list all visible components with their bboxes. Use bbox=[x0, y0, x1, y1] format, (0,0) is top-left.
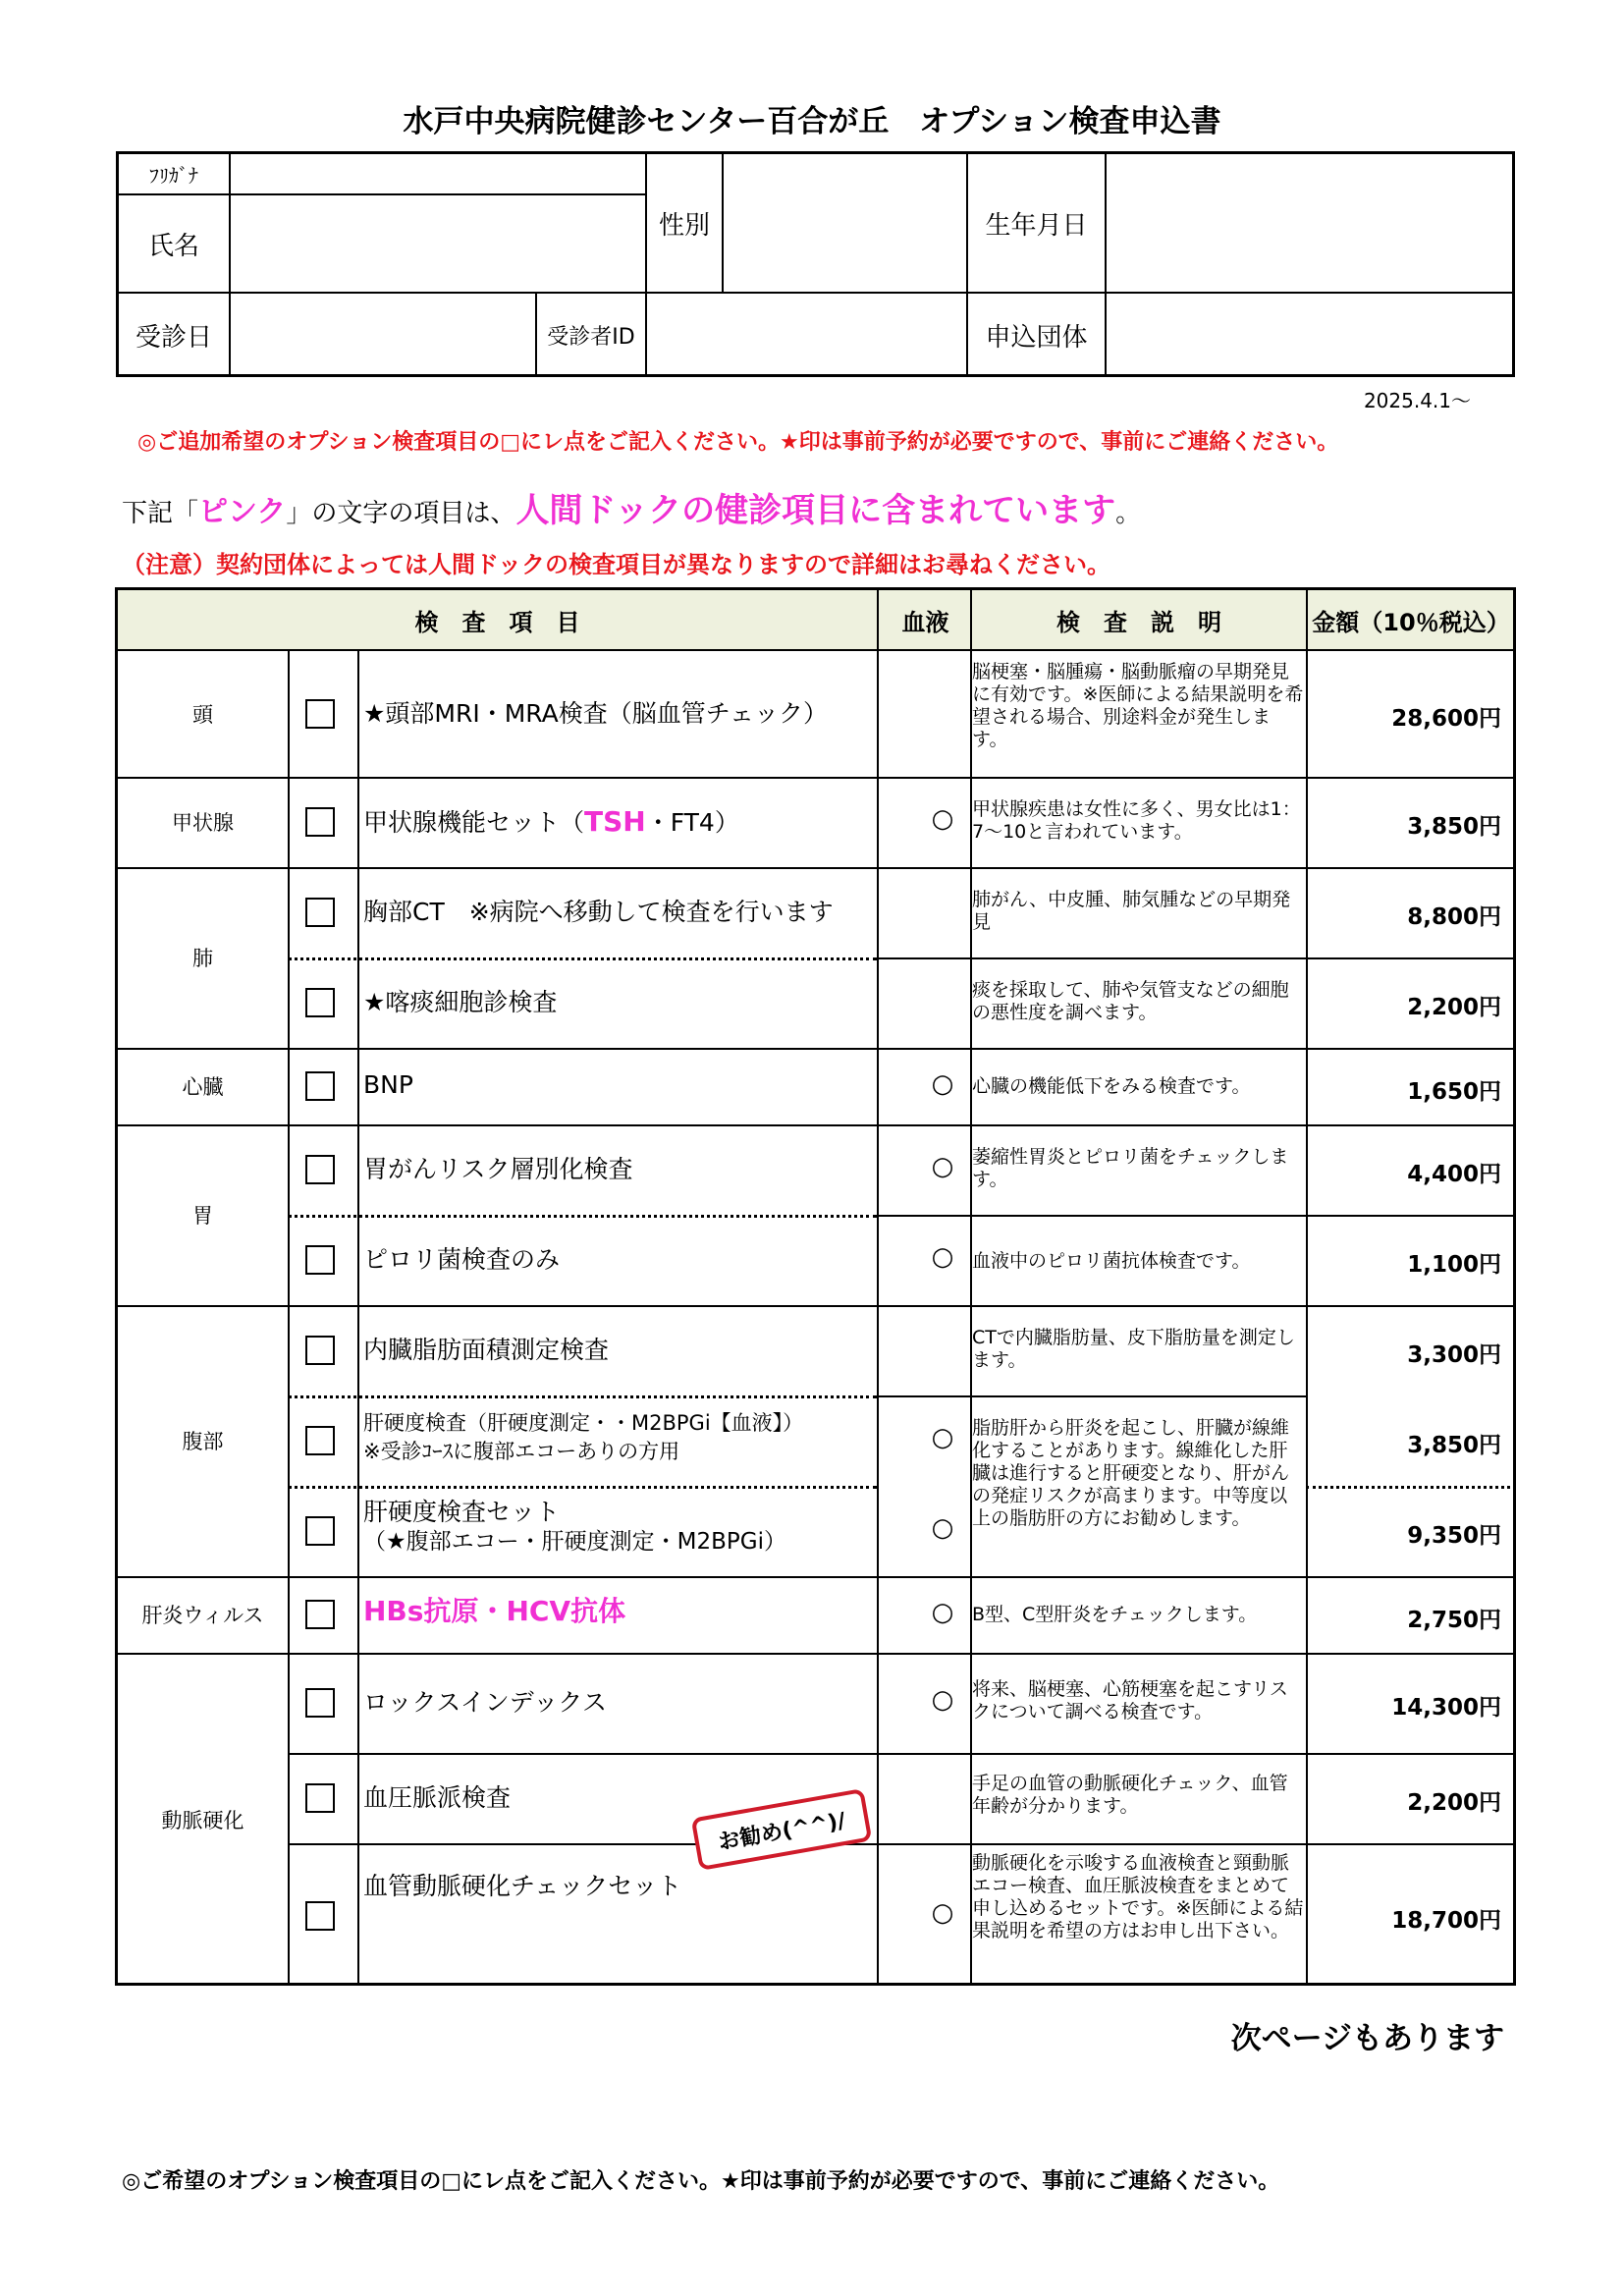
desc-chest-ct: 肺がん、中皮腫、肺気腫などの早期発見 bbox=[972, 889, 1291, 933]
header-desc: 検 査 説 明 bbox=[1056, 608, 1221, 636]
name-field[interactable] bbox=[231, 195, 643, 290]
item-thyroid-b: ・FT4） bbox=[645, 808, 739, 837]
pink-note bbox=[122, 483, 1141, 531]
price-head-mri: 28,600円 bbox=[1391, 706, 1501, 732]
gender-label: 性別 bbox=[658, 210, 710, 241]
desc-bnp: 心臓の機能低下をみる検査です。 bbox=[972, 1075, 1251, 1097]
category-hepatitis: 肝炎ウィルス bbox=[141, 1604, 264, 1627]
instruction-note: ◎ご追加希望のオプション検査項目の□にレ点をご記入ください。★印は事前予約が必要ですので、事前にご連絡ください。 bbox=[137, 430, 1339, 455]
item-visceral-fat: 内臓脂肪面積測定検査 bbox=[363, 1336, 610, 1364]
blood-bnp: ○ bbox=[931, 1069, 954, 1099]
blood-hepatitis: ○ bbox=[931, 1598, 954, 1627]
price-lox-index: 14,300円 bbox=[1391, 1695, 1501, 1721]
item-hepatitis: HBs抗原・HCV抗体 bbox=[363, 1595, 626, 1627]
organization-field[interactable] bbox=[1107, 294, 1514, 377]
checkbox-hepatitis[interactable] bbox=[305, 1600, 335, 1629]
checkbox-pulse-wave[interactable] bbox=[305, 1783, 335, 1813]
price-liver-set: 9,350円 bbox=[1407, 1523, 1501, 1549]
header-item: 検 査 項 目 bbox=[414, 608, 580, 636]
item-vascular-set: 血管動脈硬化チェックセット bbox=[363, 1872, 682, 1900]
gender-field[interactable] bbox=[724, 154, 965, 290]
price-gastric-risk: 4,400円 bbox=[1407, 1162, 1501, 1187]
organization-label: 申込団体 bbox=[985, 323, 1088, 353]
checkbox-bnp[interactable] bbox=[305, 1071, 335, 1101]
category-lung: 肺 bbox=[192, 947, 213, 970]
desc-thyroid: 甲状腺疾患は女性に多く、男女比は1：7～10と言われています。 bbox=[972, 798, 1301, 843]
pink-note-mid: 」の文字の項目は、 bbox=[286, 499, 516, 528]
item-liver-set-line2: （★腹部エコー・肝硬度測定・M2BPGi） bbox=[363, 1529, 786, 1555]
blood-lox-index: ○ bbox=[931, 1685, 954, 1715]
caution-note: （注意）契約団体によっては人間ドックの検査項目が異なりますので詳細はお尋ねください。 bbox=[122, 551, 1111, 578]
checkbox-head-mri[interactable] bbox=[305, 699, 335, 729]
blood-liver-set: ○ bbox=[931, 1513, 954, 1543]
birthdate-label: 生年月日 bbox=[985, 210, 1088, 241]
item-liver-set bbox=[363, 1498, 786, 1557]
desc-head-mri: 脳梗塞・脳腫瘍・脳動脈瘤の早期発見に有効です。※医師による結果説明を希望される場合、別途料金が発生します。 bbox=[972, 661, 1304, 750]
item-liver-stiffness bbox=[363, 1409, 803, 1466]
price-sputum: 2,200円 bbox=[1407, 995, 1501, 1020]
checkbox-liver-stiffness[interactable] bbox=[305, 1426, 335, 1455]
desc-gastric-risk: 萎縮性胃炎とピロリ菌をチェックします。 bbox=[972, 1146, 1289, 1190]
visit-date-label: 受診日 bbox=[135, 323, 212, 353]
price-bnp: 1,650円 bbox=[1407, 1079, 1501, 1105]
item-pulse-wave: 血圧脈派検査 bbox=[363, 1783, 512, 1812]
category-abdomen: 腹部 bbox=[182, 1430, 224, 1453]
desc-liver: 脂肪肝から肝炎を起こし、肝臓が線維化することがあります。線維化した肝臓は進行すると肝硬変となり、肝がんの発症リスクが高まります。中等度以上の脂肪肝の方にお勧めします。 bbox=[972, 1417, 1290, 1529]
category-head: 頭 bbox=[192, 703, 213, 727]
blood-liver-stiffness: ○ bbox=[931, 1423, 954, 1452]
pink-note-suffix: 。 bbox=[1115, 499, 1142, 528]
desc-pulse-wave: 手足の血管の動脈硬化チェック、血管年齢が分かります。 bbox=[972, 1773, 1288, 1817]
item-bnp: BNP bbox=[363, 1070, 413, 1099]
revision-date: 2025.4.1～ bbox=[1363, 389, 1471, 412]
checkbox-thyroid[interactable] bbox=[305, 807, 335, 837]
item-liver-stiffness-line1: 肝硬度検査（肝硬度測定・・M2BPGi【血液】） bbox=[363, 1411, 804, 1435]
pink-word: ピンク bbox=[198, 495, 287, 529]
price-pulse-wave: 2,200円 bbox=[1407, 1790, 1501, 1816]
applicant-form bbox=[116, 151, 1515, 377]
footer-note: ◎ご希望のオプション検査項目の□にレ点をご記入ください。★印は事前予約が必要ですので、事前にご連絡ください。 bbox=[122, 2169, 1280, 2194]
item-head-mri: ★頭部MRI・MRA検査（脳血管チェック） bbox=[363, 699, 829, 728]
price-hepatitis: 2,750円 bbox=[1407, 1608, 1501, 1633]
category-heart: 心臓 bbox=[182, 1075, 224, 1099]
checkbox-sputum[interactable] bbox=[305, 988, 335, 1017]
blood-gastric-risk: ○ bbox=[931, 1152, 954, 1181]
table-header bbox=[118, 590, 1513, 651]
category-stomach: 胃 bbox=[192, 1204, 213, 1228]
item-chest-ct: 胸部CT ※病院へ移動して検査を行います bbox=[363, 898, 834, 926]
price-thyroid: 3,850円 bbox=[1407, 814, 1501, 840]
checkbox-vascular-set[interactable] bbox=[305, 1901, 335, 1931]
header-price: 金額（10％税込） bbox=[1312, 608, 1510, 636]
item-sputum: ★喀痰細胞診検査 bbox=[363, 988, 558, 1016]
item-lox-index: ロックスインデックス bbox=[363, 1688, 608, 1717]
item-pylori: ピロリ菌検査のみ bbox=[363, 1245, 561, 1274]
blood-vascular-set: ○ bbox=[931, 1898, 954, 1928]
price-vascular-set: 18,700円 bbox=[1391, 1908, 1501, 1934]
recommend-badge: お勧め(^^)/ bbox=[691, 1788, 873, 1871]
item-gastric-risk: 胃がんリスク層別化検査 bbox=[363, 1155, 633, 1183]
item-thyroid bbox=[363, 806, 739, 839]
page-title: 水戸中央病院健診センター百合が丘 オプション検査申込書 bbox=[403, 104, 1221, 139]
checkbox-chest-ct[interactable] bbox=[305, 898, 335, 927]
desc-visceral-fat: CTで内臓脂肪量、皮下脂肪量を測定します。 bbox=[972, 1327, 1295, 1371]
desc-vascular-set: 動脈硬化を示唆する血液検査と頸動脈エコー検査、血圧脈波検査をまとめて申し込めるセットです。※医師による結果説明を希望の方はお申し出下さい。 bbox=[972, 1852, 1304, 1941]
price-visceral-fat: 3,300円 bbox=[1407, 1342, 1501, 1368]
price-pylori: 1,100円 bbox=[1407, 1252, 1501, 1278]
patient-id-label: 受診者ID bbox=[547, 325, 635, 350]
desc-lox-index: 将来、脳梗塞、心筋梗塞を起こすリスクについて調べる検査です。 bbox=[972, 1678, 1288, 1722]
desc-pylori: 血液中のピロリ菌抗体検査です。 bbox=[972, 1250, 1251, 1272]
checkbox-visceral-fat[interactable] bbox=[305, 1336, 335, 1365]
category-thyroid: 甲状腺 bbox=[172, 811, 234, 835]
desc-hepatitis: B型、C型肝炎をチェックします。 bbox=[972, 1604, 1258, 1625]
furigana-label: ﾌﾘｶﾞﾅ bbox=[149, 163, 198, 188]
item-liver-stiffness-line2: ※受診ｺｰｽに腹部エコーありの方用 bbox=[363, 1440, 680, 1463]
item-liver-set-line1: 肝硬度検査セット bbox=[363, 1498, 561, 1526]
item-thyroid-a: 甲状腺機能セット（ bbox=[363, 808, 585, 837]
category-arteriosclerosis: 動脈硬化 bbox=[161, 1808, 244, 1832]
blood-pylori: ○ bbox=[931, 1242, 954, 1272]
item-thyroid-pink: TSH bbox=[584, 805, 646, 838]
next-page-note: 次ページもあります bbox=[1230, 2021, 1504, 2056]
birthdate-field[interactable] bbox=[1107, 154, 1514, 290]
visit-date-field[interactable] bbox=[231, 294, 535, 377]
blood-thyroid: ○ bbox=[931, 804, 954, 834]
price-chest-ct: 8,800円 bbox=[1407, 904, 1501, 930]
checkbox-gastric-risk[interactable] bbox=[305, 1155, 335, 1184]
checkbox-pylori[interactable] bbox=[305, 1245, 335, 1275]
desc-sputum: 痰を採取して、肺や気管支などの細胞の悪性度を調べます。 bbox=[972, 979, 1289, 1023]
patient-id-field[interactable] bbox=[647, 294, 966, 377]
price-liver-stiffness: 3,850円 bbox=[1407, 1433, 1501, 1458]
furigana-field[interactable] bbox=[231, 156, 643, 191]
checkbox-liver-set[interactable] bbox=[305, 1516, 335, 1546]
header-blood: 血液 bbox=[901, 608, 949, 636]
option-exam-table bbox=[115, 587, 1516, 1986]
name-label: 氏名 bbox=[147, 231, 199, 261]
pink-note-emphasis: 人間ドックの健診項目に含まれています bbox=[515, 491, 1116, 530]
checkbox-lox-index[interactable] bbox=[305, 1688, 335, 1718]
pink-note-prefix: 下記「 bbox=[122, 499, 199, 528]
